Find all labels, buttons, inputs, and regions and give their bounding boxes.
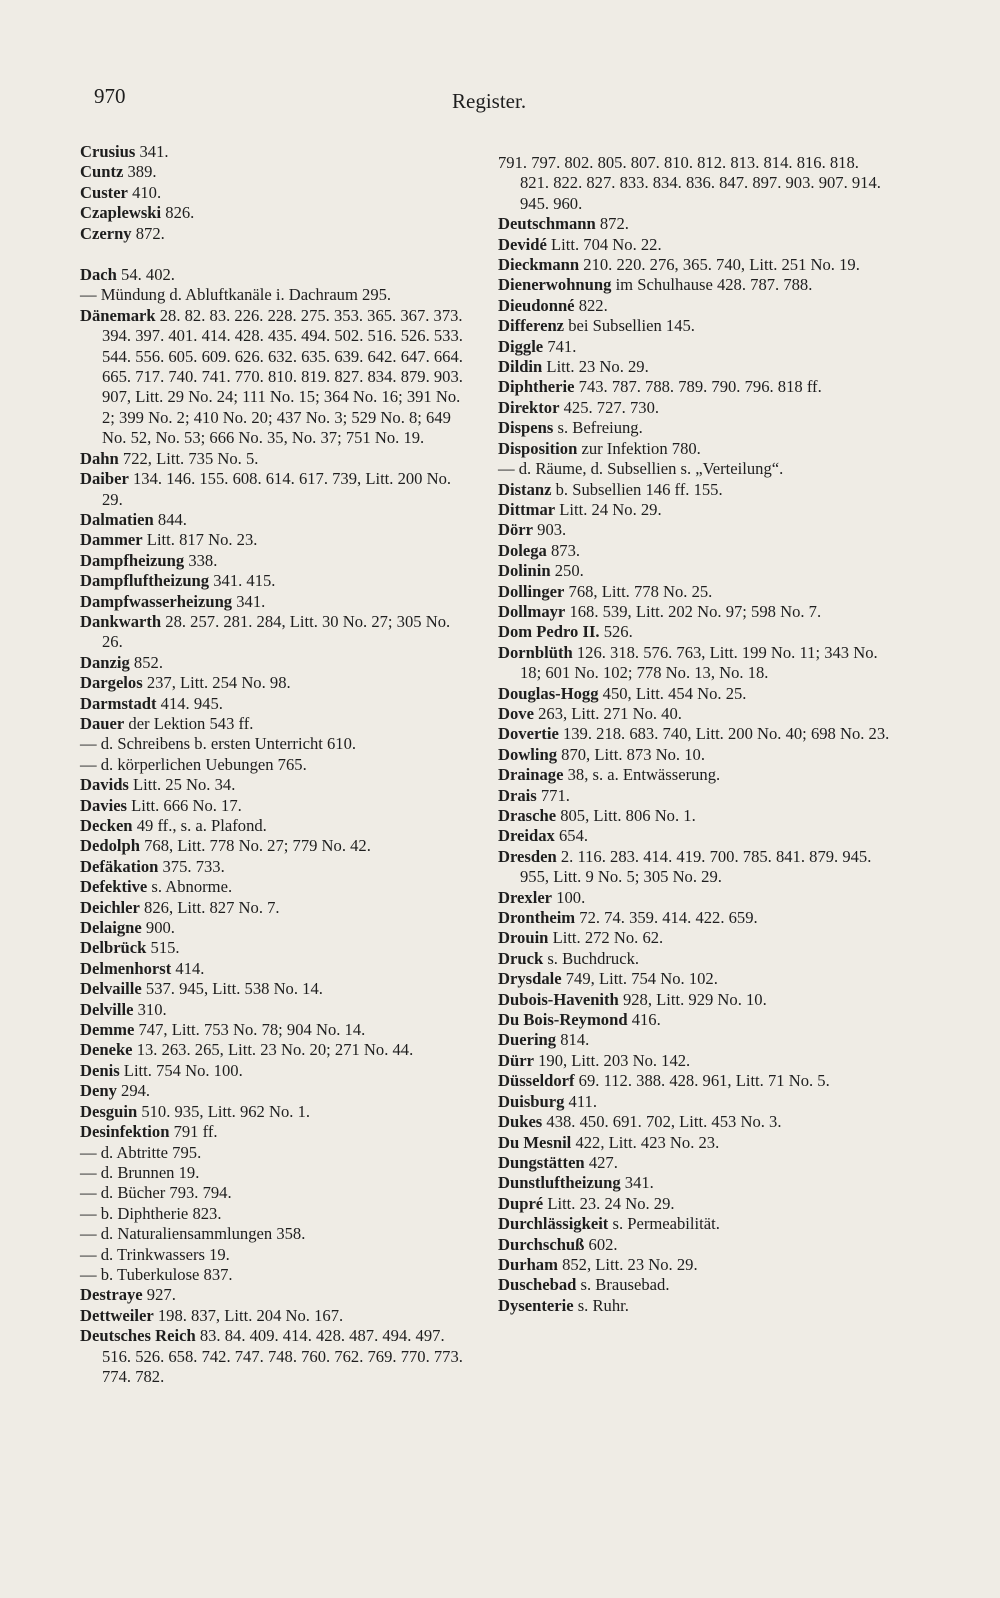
entry-headword: Delaigne	[80, 918, 142, 938]
entry-references: 771.	[536, 785, 570, 805]
entry-references: 872.	[595, 214, 629, 234]
index-entry	[80, 1081, 472, 1101]
entry-headword: Destraye	[80, 1285, 143, 1305]
index-entry	[498, 418, 890, 438]
entry-headword: Davids	[80, 775, 129, 795]
index-entry	[498, 1010, 890, 1030]
left-column	[80, 142, 472, 1387]
index-entry	[498, 602, 890, 622]
index-entry	[498, 1173, 890, 1193]
entry-headword: Dildin	[498, 357, 543, 377]
index-entry	[80, 918, 472, 938]
index-entry	[498, 1071, 890, 1091]
entry-headword: Desinfektion	[80, 1122, 170, 1142]
index-entry	[80, 449, 472, 469]
entry-headword: Differenz	[498, 316, 565, 336]
index-entry	[498, 847, 890, 888]
entry-headword: Dowling	[498, 744, 558, 764]
entry-headword: Douglas-Hogg	[498, 683, 599, 703]
index-entry	[498, 704, 890, 724]
index-entry	[80, 857, 472, 877]
entry-references: 722, Litt. 735 No. 5.	[118, 448, 259, 468]
entry-references: s. Brausebad.	[576, 1275, 670, 1295]
entry-references: 450, Litt. 454 No. 25.	[598, 683, 747, 703]
entry-references: 900.	[141, 918, 175, 938]
index-subentry: — d. Räume, d. Subsellien s. „Verteilung“.	[498, 459, 784, 479]
entry-references: 210. 220. 276, 365. 740, Litt. 251 No. 19.	[579, 255, 860, 275]
entry-headword: Deny	[80, 1081, 117, 1101]
entry-references: 375. 733.	[158, 856, 225, 876]
entry-headword: Diphtherie	[498, 377, 575, 397]
index-entry	[80, 816, 472, 836]
index-entry	[80, 1285, 472, 1305]
entry-references: 526.	[599, 622, 633, 642]
entry-references: 28. 257. 281. 284, Litt. 30 No. 27; 305 No. 26.	[102, 611, 451, 652]
entry-headword: Durchlässigkeit	[498, 1214, 609, 1234]
index-entry	[498, 745, 890, 765]
entry-references: 28. 82. 83. 226. 228. 275. 353. 365. 367. 373. 394. 397. 401. 414. 428. 435. 494. 502. 516. 526. 533. 544. 556. 605. 609. 626. 632. 635. 639. 642. 647. 664. 665. 717. 740. 741. 770. 810. 819. 827. 834. 879. 903. 907, Litt. 29 No. 24; 111 No. 15; 364 No. 16; 391 No. 2; 399 No. 2; 410 No. 20; 437 No. 3; 529 No. 8; 649 No. 52, No. 53; 666 No. 35, No. 37; 751 No. 19.	[102, 305, 463, 448]
entry-headword: Dankwarth	[80, 611, 162, 631]
index-entry	[80, 673, 472, 693]
index-entry	[498, 949, 890, 969]
entry-headword: Dedolph	[80, 836, 140, 856]
entry-headword: Dörr	[498, 520, 534, 540]
entry-references: 411.	[564, 1091, 597, 1111]
entry-headword: Darmstadt	[80, 693, 157, 713]
entry-headword: Deichler	[80, 897, 140, 917]
entry-headword: Dieudonné	[498, 295, 575, 315]
index-entry	[498, 1255, 890, 1275]
index-entry	[498, 622, 890, 642]
entry-references: 389.	[123, 162, 157, 182]
entry-headword: Dauer	[80, 713, 125, 733]
entry-headword: Dalmatien	[80, 509, 154, 529]
index-entry	[80, 551, 472, 571]
entry-references: 341.	[232, 591, 266, 611]
entry-references: 341.	[620, 1173, 654, 1193]
entry-headword: Cuntz	[80, 162, 124, 182]
entry-references: 654.	[554, 826, 589, 846]
entry-headword: Drysdale	[498, 969, 562, 989]
entry-headword: Drexler	[498, 887, 553, 907]
entry-references: Litt. 817 No. 23.	[142, 530, 258, 550]
entry-references: Litt. 25 No. 34.	[128, 775, 236, 795]
index-entry	[498, 826, 890, 846]
index-entry	[80, 183, 472, 203]
entry-headword: Delmenhorst	[80, 958, 172, 978]
entry-references: 805, Litt. 806 No. 1.	[556, 806, 696, 825]
entry-references: 826, Litt. 827 No. 7.	[139, 897, 280, 917]
entry-headword: Dollinger	[498, 581, 565, 601]
entry-references: 237, Litt. 254 No. 98.	[142, 673, 291, 693]
entry-references: 747, Litt. 753 No. 78; 904 No. 14.	[134, 1020, 366, 1040]
entry-references: Litt. 24 No. 29.	[555, 499, 662, 519]
entry-references: 427.	[584, 1152, 618, 1172]
index-entry	[498, 296, 890, 316]
entry-headword: Dispens	[498, 418, 554, 438]
index-entry	[498, 1092, 890, 1112]
index-entry	[80, 265, 472, 285]
entry-references: 416.	[627, 1010, 661, 1030]
index-entry	[80, 1020, 472, 1040]
entry-headword: Dieckmann	[498, 255, 580, 275]
entry-headword: Dampfwasserheizung	[80, 591, 233, 611]
entry-references: 791 ff.	[169, 1122, 218, 1142]
index-entry	[498, 582, 890, 602]
entry-references: 341.	[135, 142, 169, 161]
entry-headword: Defektive	[80, 877, 148, 897]
entry-references: 168. 539, Litt. 202 No. 97; 598 No. 7.	[565, 601, 822, 621]
entry-references: 870, Litt. 873 No. 10.	[557, 744, 705, 764]
entry-headword: Dysenterie	[498, 1295, 574, 1315]
index-entry	[80, 592, 472, 612]
entry-headword: Delvaille	[80, 979, 142, 999]
entry-headword: Duering	[498, 1030, 557, 1050]
entry-references: Litt. 666 No. 17.	[127, 795, 242, 815]
entry-references: 72. 74. 359. 414. 422. 659.	[575, 908, 758, 928]
index-subentry: — b. Diphtherie 823.	[80, 1203, 222, 1223]
index-entry	[498, 928, 890, 948]
entry-references: Litt. 23 No. 29.	[542, 357, 649, 377]
entry-headword: Drontheim	[498, 908, 576, 928]
entry-references: 83. 84. 409. 414. 428. 487. 494. 497. 516. 526. 658. 742. 747. 748. 760. 762. 769. 770. 773. 774. 782.	[102, 1326, 463, 1386]
entry-headword: Desguin	[80, 1101, 138, 1121]
entry-headword: Dolinin	[498, 561, 551, 581]
entry-headword: Demme	[80, 1020, 135, 1040]
index-entry	[80, 714, 472, 734]
entry-headword: Düsseldorf	[498, 1071, 575, 1091]
entry-references: 826.	[161, 203, 195, 223]
index-entry	[80, 694, 472, 714]
entry-references: 294.	[116, 1081, 151, 1101]
index-entry	[80, 1061, 472, 1081]
entry-headword: Dolega	[498, 540, 547, 560]
entry-references: 2. 116. 283. 414. 419. 700. 785. 841. 879. 945. 955, Litt. 9 No. 5; 305 No. 29.	[520, 846, 872, 887]
entry-headword: Diggle	[498, 336, 544, 356]
index-entry	[498, 1194, 890, 1214]
entry-headword: Druck	[498, 948, 544, 968]
entry-references: 139. 218. 683. 740, Litt. 200 No. 40; 698 No. 23.	[558, 724, 890, 744]
index-entry	[80, 836, 472, 856]
entry-references: 49 ff., s. a. Plafond.	[132, 816, 267, 835]
entry-references: zur Infektion 780.	[577, 438, 701, 458]
entry-references: Litt. 704 No. 22.	[546, 234, 662, 254]
entry-headword: Daiber	[80, 469, 129, 489]
entry-references: 190, Litt. 203 No. 142.	[533, 1050, 691, 1070]
entry-headword: Deneke	[80, 1040, 133, 1060]
entry-references: 814.	[556, 1030, 590, 1050]
entry-references: 852.	[129, 652, 163, 672]
index-subentry: — d. Brunnen 19.	[80, 1162, 200, 1182]
index-entry	[80, 979, 472, 999]
index-entry	[498, 908, 890, 928]
index-entry	[498, 1133, 890, 1153]
index-entry	[498, 337, 890, 357]
index-entry	[498, 275, 890, 295]
entry-headword: Dovertie	[498, 724, 559, 744]
entry-headword: Direktor	[498, 397, 560, 417]
entry-headword: Drasche	[498, 806, 557, 825]
entry-references: 873.	[546, 540, 581, 560]
index-subentry: — Mündung d. Abluftkanäle i. Dachraum 295.	[80, 285, 392, 305]
entry-references: 515.	[146, 938, 180, 958]
entry-headword: Drais	[498, 785, 537, 805]
entry-headword: Dittmar	[498, 499, 556, 519]
entry-references: 927.	[142, 1285, 176, 1305]
entry-references: 928, Litt. 929 No. 10.	[618, 989, 767, 1009]
entry-headword: Dampfluftheizung	[80, 571, 210, 591]
entry-headword: Dreidax	[498, 826, 555, 846]
entry-references: 510. 935, Litt. 962 No. 1.	[137, 1101, 311, 1121]
index-entry	[498, 1051, 890, 1071]
index-entry	[80, 898, 472, 918]
entry-references: Litt. 23. 24 No. 29.	[543, 1193, 675, 1213]
index-entry	[498, 1153, 890, 1173]
entry-references: s. Abnorme.	[147, 877, 233, 897]
index-subentry: 791. 797. 802. 805. 807. 810. 812. 813. 814. 816. 818. 821. 822. 827. 833. 834. 836. 847. 897. 903. 907. 914. 945. 960.	[498, 153, 881, 213]
entry-headword: Delbrück	[80, 938, 147, 958]
entry-references: der Lektion 543 ff.	[124, 713, 254, 733]
index-entry	[498, 765, 890, 785]
index-entry	[80, 306, 472, 449]
entry-headword: Danzig	[80, 652, 130, 672]
index-entry	[498, 684, 890, 704]
index-entry	[498, 1030, 890, 1050]
index-entry	[80, 959, 472, 979]
entry-headword: Dupré	[498, 1193, 544, 1213]
entry-references: s. Ruhr.	[573, 1295, 629, 1315]
entry-headword: Dukes	[498, 1112, 543, 1132]
entry-headword: Du Bois-Reymond	[498, 1010, 628, 1030]
index-entry	[80, 469, 472, 510]
index-entry	[80, 571, 472, 591]
entry-references: 537. 945, Litt. 538 No. 14.	[141, 979, 323, 999]
entry-headword: Duschebad	[498, 1275, 577, 1295]
page-title: Register.	[452, 89, 527, 113]
entry-references: 741.	[543, 336, 577, 356]
index-entry	[498, 990, 890, 1010]
entry-references: 438. 450. 691. 702, Litt. 453 No. 3.	[542, 1112, 782, 1132]
right-column	[498, 153, 890, 1316]
entry-headword: Distanz	[498, 479, 552, 499]
index-subentry: — d. Naturaliensammlungen 358.	[80, 1224, 306, 1244]
entry-headword: Dargelos	[80, 673, 143, 693]
index-subentry: — d. Schreibens b. ersten Unterricht 610.	[80, 734, 357, 754]
entry-headword: Dunstluftheizung	[498, 1173, 621, 1193]
entry-references: s. Buchdruck.	[543, 948, 640, 968]
entry-references: 425. 727. 730.	[559, 397, 660, 417]
index-entry	[80, 224, 472, 244]
index-entry	[498, 1112, 890, 1132]
entry-references: 743. 787. 788. 789. 790. 796. 818 ff.	[574, 377, 822, 397]
index-entry	[498, 888, 890, 908]
index-entry	[80, 1306, 472, 1326]
index-entry	[80, 1102, 472, 1122]
index-entry	[498, 357, 890, 377]
entry-headword: Dach	[80, 265, 117, 285]
index-subentry: — b. Tuberkulose 837.	[80, 1264, 233, 1284]
index-subentry: — d. körperlichen Uebungen 765.	[80, 754, 307, 774]
entry-references: 69. 112. 388. 428. 961, Litt. 71 No. 5.	[574, 1071, 830, 1091]
entry-references: 414. 945.	[156, 693, 223, 713]
entry-headword: Dornblüth	[498, 642, 573, 662]
entry-references: 13. 263. 265, Litt. 23 No. 20; 271 No. 44.	[132, 1040, 414, 1060]
index-entry	[80, 612, 472, 653]
page-number: 970	[94, 84, 126, 108]
entry-references: 250.	[550, 561, 584, 581]
entry-headword: Durham	[498, 1254, 558, 1274]
entry-references: 54. 402.	[116, 265, 175, 285]
index-entry	[498, 377, 890, 397]
entry-spacer	[80, 244, 472, 265]
entry-headword: Dampfheizung	[80, 550, 185, 570]
index-entry	[80, 1122, 472, 1142]
index-entry	[498, 235, 890, 255]
entry-references: im Schulhause 428. 787. 788.	[611, 275, 813, 295]
index-entry	[80, 775, 472, 795]
index-entry	[80, 162, 472, 182]
entry-references: 822.	[574, 295, 608, 315]
entry-references: 872.	[131, 223, 165, 243]
index-entry	[498, 480, 890, 500]
entry-headword: Duisburg	[498, 1091, 565, 1111]
entry-headword: Du Mesnil	[498, 1132, 572, 1152]
entry-references: 844.	[153, 509, 187, 529]
index-subentry: — d. Abtritte 795.	[80, 1142, 202, 1162]
index-entry	[498, 439, 890, 459]
entry-headword: Dove	[498, 703, 534, 723]
entry-headword: Denis	[80, 1060, 120, 1080]
entry-references: 134. 146. 155. 608. 614. 617. 739, Litt. 200 No. 29.	[102, 469, 452, 509]
entry-headword: Dungstätten	[498, 1152, 585, 1172]
entry-references: 602.	[584, 1234, 618, 1254]
entry-headword: Dollmayr	[498, 601, 566, 621]
index-entry	[80, 530, 472, 550]
entry-references: 198. 837, Litt. 204 No. 167.	[153, 1305, 344, 1325]
index-entry	[80, 203, 472, 223]
entry-headword: Custer	[80, 182, 128, 202]
index-entry	[498, 643, 890, 684]
entry-references: 414.	[171, 958, 205, 978]
entry-headword: Defäkation	[80, 856, 159, 876]
index-entry	[498, 541, 890, 561]
entry-references: Litt. 754 No. 100.	[119, 1060, 243, 1080]
entry-headword: Dubois-Havenith	[498, 989, 619, 1009]
entry-references: 38, s. a. Entwässerung.	[563, 765, 721, 785]
index-entry	[80, 1000, 472, 1020]
index-entry	[498, 398, 890, 418]
entry-references: s. Befreiung.	[553, 418, 643, 438]
entry-references: Litt. 272 No. 62.	[548, 928, 664, 948]
entry-headword: Decken	[80, 816, 133, 835]
entry-headword: Dahn	[80, 448, 119, 468]
entry-references: 768, Litt. 778 No. 25.	[564, 581, 713, 601]
entry-headword: Dom Pedro II.	[498, 622, 600, 642]
entry-headword: Durchschuß	[498, 1234, 585, 1254]
entry-headword: Devidé	[498, 234, 547, 254]
index-entry	[498, 316, 890, 336]
index-entry	[498, 969, 890, 989]
index-entry	[80, 510, 472, 530]
index-entry	[498, 561, 890, 581]
entry-headword: Dammer	[80, 530, 143, 550]
entry-references: 126. 318. 576. 763, Litt. 199 No. 11; 343 No. 18; 601 No. 102; 778 No. 13, No. 18.	[520, 642, 878, 683]
index-entry	[498, 255, 890, 275]
index-entry	[80, 1040, 472, 1060]
index-entry	[498, 1214, 890, 1234]
index-subentry: — d. Bücher 793. 794.	[80, 1183, 232, 1203]
entry-references: 263, Litt. 271 No. 40.	[533, 703, 682, 723]
entry-headword: Drainage	[498, 765, 564, 785]
index-subentry: — d. Trinkwassers 19.	[80, 1244, 230, 1264]
entry-references: 341. 415.	[209, 571, 276, 591]
entry-references: 768, Litt. 778 No. 27; 779 No. 42.	[139, 836, 371, 856]
index-entry	[498, 786, 890, 806]
entry-headword: Dienerwohnung	[498, 275, 612, 295]
index-entry	[80, 653, 472, 673]
entry-headword: Dürr	[498, 1050, 534, 1070]
entry-headword: Czaplewski	[80, 203, 162, 223]
entry-headword: Drouin	[498, 928, 549, 948]
entry-references: 338.	[184, 550, 218, 570]
entry-references: 903.	[533, 520, 567, 540]
index-entry	[80, 938, 472, 958]
index-entry	[498, 1275, 890, 1295]
entry-references: 749, Litt. 754 No. 102.	[561, 969, 718, 989]
index-entry	[80, 877, 472, 897]
index-entry	[498, 806, 890, 826]
entry-references: bei Subsellien 145.	[564, 316, 695, 336]
index-entry	[80, 142, 472, 162]
entry-headword: Disposition	[498, 438, 578, 458]
entry-headword: Czerny	[80, 223, 132, 243]
entry-headword: Deutsches Reich	[80, 1326, 196, 1346]
index-entry	[498, 724, 890, 744]
entry-headword: Deutschmann	[498, 214, 596, 234]
index-entry	[498, 1235, 890, 1255]
index-entry	[498, 520, 890, 540]
entry-headword: Dresden	[498, 846, 557, 866]
entry-headword: Delville	[80, 999, 134, 1019]
index-entry	[498, 1296, 890, 1316]
entry-headword: Davies	[80, 795, 128, 815]
entry-references: 100.	[552, 887, 586, 907]
index-entry	[80, 796, 472, 816]
entry-references: 310.	[133, 999, 167, 1019]
entry-references: 422, Litt. 423 No. 23.	[571, 1132, 720, 1152]
entry-references: 410.	[127, 182, 162, 202]
index-entry	[80, 1326, 472, 1387]
entry-references: s. Permeabilität.	[608, 1214, 720, 1234]
entry-headword: Crusius	[80, 142, 136, 161]
index-entry	[498, 214, 890, 234]
entry-headword: Dänemark	[80, 305, 156, 325]
entry-references: b. Subsellien 146 ff. 155.	[551, 479, 723, 499]
index-entry	[498, 500, 890, 520]
entry-headword: Dettweiler	[80, 1305, 154, 1325]
entry-references: 852, Litt. 23 No. 29.	[557, 1254, 698, 1274]
